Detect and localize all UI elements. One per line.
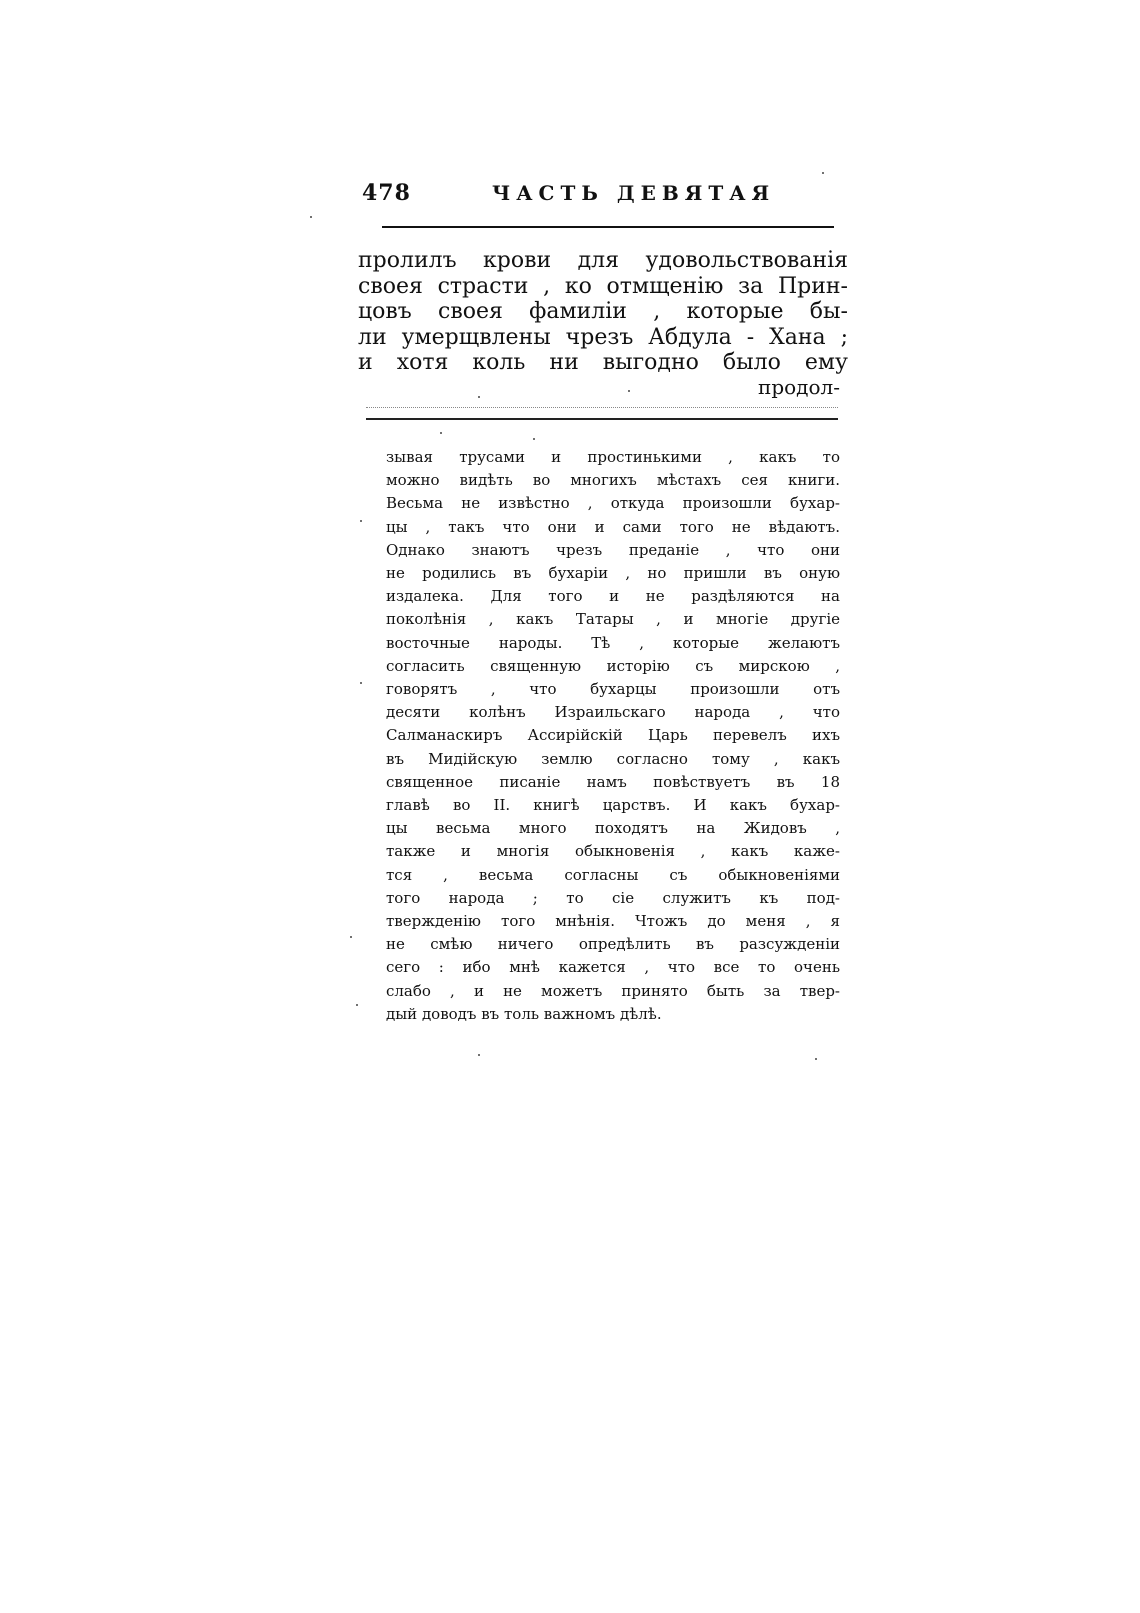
footnote-line: согласить священную исторію съ мирскою , — [386, 656, 840, 675]
footnote-line: дый доводъ въ толь важномъ дѣлѣ. — [386, 1004, 662, 1023]
footnote-line: Салманаскиръ Ассирійскій Царь перевелъ ихъ — [386, 726, 840, 745]
footnote-line: слабо , и не можетъ принято быть за твер- — [386, 981, 840, 1000]
scan-speck — [628, 390, 630, 392]
page-header — [362, 180, 842, 216]
scan-speck — [360, 520, 362, 522]
scan-speck — [356, 1004, 358, 1006]
header-rule — [382, 226, 834, 228]
footnote — [386, 446, 840, 1026]
footnote-line: можно видѣть во многихъ мѣстахъ сея книги. — [386, 471, 840, 490]
footnote-rule — [366, 418, 838, 420]
footnote-line: десяти колѣнъ Израильскаго народа , что — [386, 703, 840, 722]
footnote-line: сего : ибо мнѣ кажется , что все то очень — [386, 958, 840, 977]
footnote-line: поколѣнія , какъ Татары , и многіе другіе — [386, 610, 840, 629]
footnote-line: того народа ; то сіе служитъ къ под- — [386, 888, 840, 907]
scan-speck — [533, 438, 535, 440]
scan-speck — [822, 172, 824, 174]
main-text-line: цовъ своея фамиліи , которые бы- — [358, 299, 848, 324]
footnote-line: цы весьма много походятъ на Жидовъ , — [386, 819, 840, 838]
main-text — [358, 248, 848, 376]
page-number: 478 — [362, 180, 411, 206]
scan-speck — [478, 1054, 480, 1056]
main-text-line: своея страсти , ко отмщенію за Прин- — [358, 273, 848, 299]
footnote-line: цы , такъ что они и сами того не вѣдаютъ. — [386, 517, 840, 536]
running-head: ЧАСТЬ ДЕВЯТАЯ — [492, 181, 776, 205]
catchword: продол- — [758, 375, 840, 399]
scan-speck — [360, 682, 362, 684]
scan-speck — [350, 936, 352, 938]
footnote-rule-dots — [366, 407, 838, 408]
footnote-line: не родились въ бухаріи , но пришли въ оную — [386, 564, 840, 583]
footnote-line: издалека. Для того и не раздѣляются на — [386, 587, 840, 606]
main-text-line: пролилъ крови для удовольствованія — [358, 248, 848, 273]
footnote-line: твержденію того мнѣнія. Чтожъ до меня , я — [386, 912, 840, 931]
footnote-line: тся , весьма согласны съ обыкновеніями — [386, 865, 840, 884]
scan-speck — [310, 216, 312, 218]
footnote-line: не смѣю ничего опредѣлить въ разсужденіи — [386, 935, 840, 954]
footnote-line: главѣ во II. книгѣ царствъ. И какъ бухар- — [386, 796, 840, 815]
main-text-line: ли умерщвлены чрезъ Абдула - Хана ; — [358, 324, 848, 350]
scan-speck — [478, 396, 480, 398]
footnote-line: также и многія обыкновенія , какъ каже- — [386, 842, 840, 861]
scan-speck — [440, 432, 442, 434]
footnote-line: въ Мидійскую землю согласно тому , какъ — [386, 749, 840, 768]
footnote-line: говорятъ , что бухарцы произошли отъ — [386, 680, 840, 699]
footnote-line: зывая трусами и простинькими , какъ то — [386, 448, 840, 466]
footnote-line: Однако знаютъ чрезъ преданіе , что они — [386, 540, 840, 559]
footnote-line: Весьма не извѣстно , откуда произошли бухар- — [386, 494, 840, 513]
main-text-line: и хотя коль ни выгодно было ему — [358, 350, 848, 375]
footnote-line: священное писаніе намъ повѣствуетъ въ 18 — [386, 772, 840, 791]
scan-speck — [815, 1058, 817, 1060]
footnote-line: восточные народы. Тѣ , которые желаютъ — [386, 633, 840, 652]
